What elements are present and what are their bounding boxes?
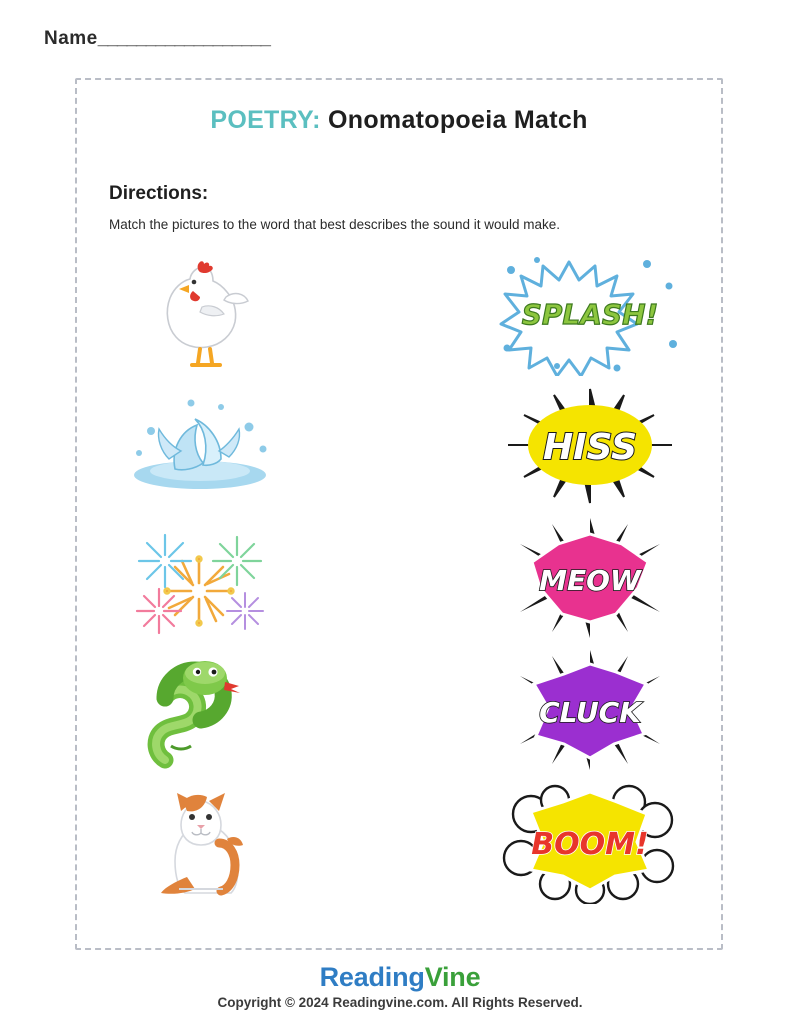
hiss-burst-icon <box>504 387 676 505</box>
water-splash-icon <box>125 391 275 501</box>
match-row <box>77 380 721 512</box>
match-row <box>77 776 721 908</box>
word-text: MEOW <box>539 564 641 597</box>
word-text: HISS <box>542 427 638 468</box>
match-row <box>77 248 721 380</box>
brand-reading: Reading <box>319 962 425 992</box>
picture-cell[interactable] <box>95 646 305 774</box>
footer <box>0 962 800 1010</box>
copyright-text: Copyright © 2024 Readingvine.com. All Rights Reserved. <box>217 995 583 1010</box>
cluck-burst-icon <box>504 650 676 770</box>
picture-cell[interactable] <box>95 778 305 906</box>
word-cell[interactable] <box>485 250 695 378</box>
match-row <box>77 644 721 776</box>
name-blank-line: __________________ <box>97 28 270 49</box>
page-title <box>77 106 721 135</box>
splash-burst-icon <box>497 252 683 376</box>
directions-heading: Directions: <box>109 183 209 204</box>
fireworks-icon <box>125 519 275 637</box>
picture-cell[interactable] <box>95 514 305 642</box>
word-text: BOOM! <box>531 827 649 862</box>
page-title-main: Onomatopoeia Match <box>328 106 588 134</box>
name-label: Name <box>44 28 98 49</box>
word-text: SPLASH! <box>521 298 659 331</box>
directions-text: Match the pictures to the word that best describes the sound it would make. <box>109 217 560 232</box>
word-cell[interactable] <box>485 514 695 642</box>
snake-icon <box>135 648 265 772</box>
page-title-prefix: POETRY: <box>210 106 321 134</box>
picture-cell[interactable] <box>95 250 305 378</box>
brand-vine: Vine <box>424 962 481 992</box>
match-area <box>77 248 721 908</box>
brand-logo <box>0 962 800 993</box>
picture-cell[interactable] <box>95 382 305 510</box>
word-cell[interactable] <box>485 778 695 906</box>
word-cell[interactable] <box>485 382 695 510</box>
word-cell[interactable] <box>485 646 695 774</box>
name-field <box>44 28 270 50</box>
match-row <box>77 512 721 644</box>
meow-burst-icon <box>504 518 676 638</box>
chicken-icon <box>140 255 260 373</box>
cat-icon <box>135 781 265 903</box>
worksheet-frame <box>75 78 723 950</box>
boom-burst-icon <box>497 780 683 904</box>
word-text: CLUCK <box>539 696 641 729</box>
